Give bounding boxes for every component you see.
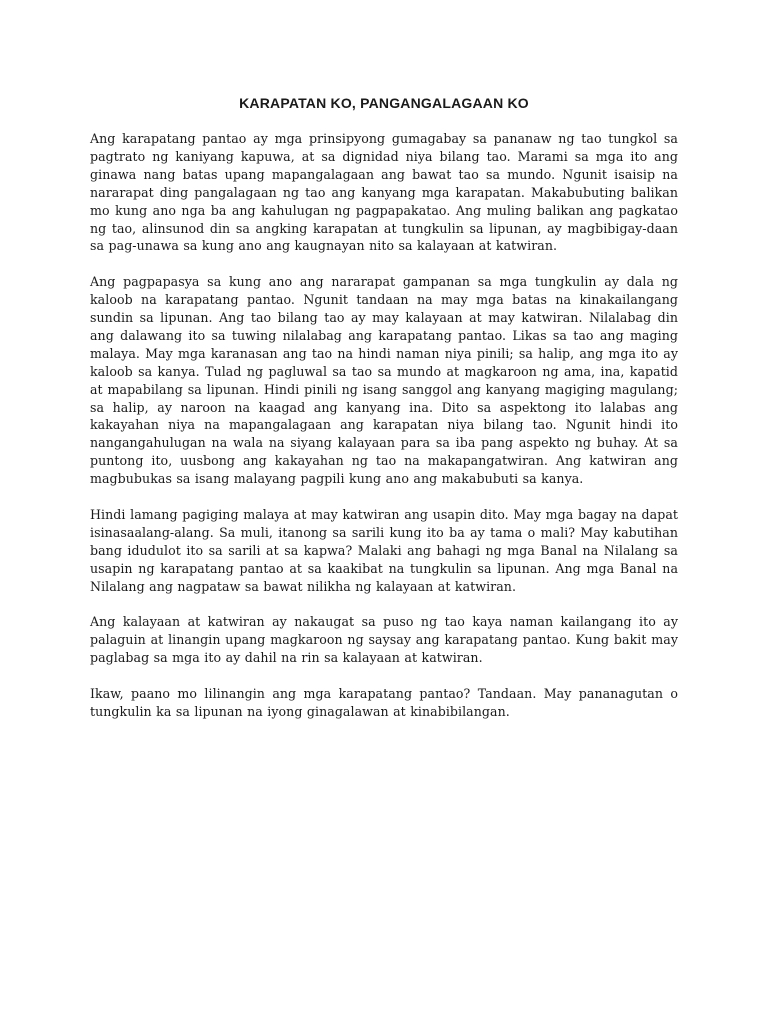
- paragraph-3: Hindi lamang pagiging malaya at may katwiran ang usapin dito. May mga bagay na dapat isinasaalang-alang. Sa muli, itanong sa sarili kung ito ba ay tama o mali? May kabutihan bang idudulot ito sa sarili at sa kapwa? Malaki ang bahagi ng mga Banal na Nilalang sa usapin ng karapatang pantao at sa kaakibat na tungkulin sa lipunan. Ang mga Banal na Nilalang ang nagpataw sa bawat nilikha ng kalayaan at katwiran.: [90, 507, 678, 594]
- paragraph-2: Ang pagpapasya sa kung ano ang nararapat gampanan sa mga tungkulin ay dala ng kaloob na karapatang pantao. Ngunit tandaan na may mga batas na kinakailangang sundin sa lipunan. Ang tao bilang tao ay may kalayaan at may katwiran. Nilalabag din ang dalawang ito sa tuwing nilalabag ang karapatang pantao. Likas sa tao ang maging malaya. May mga karanasan ang tao na hindi naman niya pinili; sa halip, ang mga ito ay kaloob sa kanya. Tulad ng pagluwal sa tao sa mundo at magkaroon ng ama, ina, kapatid at mapabilang sa lipunan. Hindi pinili ng isang sanggol ang kanyang magiging magulang; sa halip, ay naroon na kaagad ang kanyang ina. Dito sa aspektong ito lalabas ang kakayahan niya na mapangalagaan ang karapatan niya bilang tao. Ngunit hindi ito nangangahulugan na wala na siyang kalayaan para sa iba pang aspekto ng buhay. At sa puntong ito, uusbong ang kakayahan ng tao na makapangatwiran. Ang katwiran ang magbubukas sa isang malayang pagpili kung ano ang makabubuti sa kanya.: [90, 274, 678, 487]
- document-body: [90, 94, 678, 739]
- paragraph-4: Ang kalayaan at katwiran ay nakaugat sa puso ng tao kaya naman kailangang ito ay palaguin at linangin upang magkaroon ng saysay ang karapatang pantao. Kung bakit may paglabag sa mga ito ay dahil na rin sa kalayaan at katwiran.: [90, 614, 678, 666]
- paragraph-1: Ang karapatang pantao ay mga prinsipyong gumagabay sa pananaw ng tao tungkol sa pagtrato ng kaniyang kapuwa, at sa dignidad niya bilang tao. Marami sa mga ito ang ginawa nang batas upang mapangalagaan ang bawat tao sa mundo. Ngunit isaisip na nararapat ding pangalagaan ng tao ang kanyang mga karapatan. Makabubuting balikan mo kung ano nga ba ang kahulugan ng pagpapakatao. Ang muling balikan ang pagkatao ng tao, alinsunod din sa angking karapatan at tungkulin sa lipunan, ay magbibigay-daan sa pag-unawa sa kung ano ang kaugnayan nito sa kalayaan at katwiran.: [90, 131, 678, 254]
- document-title: KARAPATAN KO, PANGANGALAGAAN KO: [239, 95, 529, 111]
- paragraph-5: Ikaw, paano mo lilinangin ang mga karapatang pantao? Tandaan. May pananagutan o tungkulin ka sa lipunan na iyong ginagalawan at kinabibilangan.: [90, 686, 678, 719]
